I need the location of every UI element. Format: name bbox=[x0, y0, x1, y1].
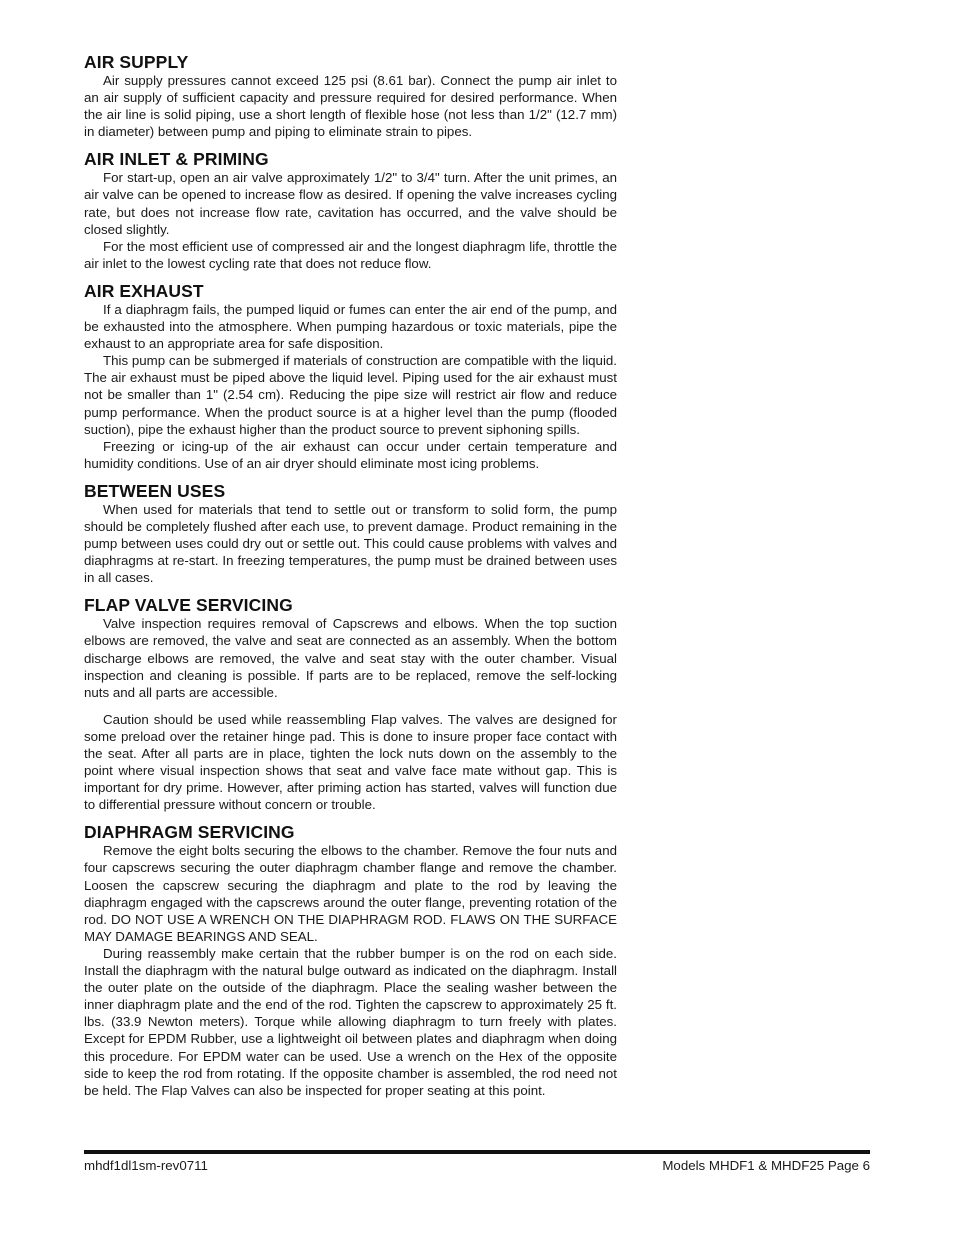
paragraph: This pump can be submerged if materials of construction are compatible with the liquid. The air exhaust must be piped above the liquid level. Piping used for the air exhaust must not be smaller than 1" (2.54 cm). Reducing the pipe size will restrict air flow and reduce pump performance. When the product source is at a higher level than the pump (flooded suction), pipe the exhaust higher than the product source to prevent siphoning spills. bbox=[84, 353, 617, 437]
paragraph: Remove the eight bolts securing the elbows to the chamber. Remove the four nuts and four capscrews securing the outer diaphragm chamber flange and remove the chamber. Loosen the capscrew securing the diaphragm and plate to the rod by leaving the diaphragm engaged with the capscrews around the outer flange, preventing rotation of the rod. DO NOT USE A WRENCH ON THE DIAPHRAGM ROD. FLAWS ON THE SURFACE MAY DAMAGE BEARINGS AND SEAL. bbox=[84, 843, 617, 944]
section-between-uses bbox=[84, 481, 617, 586]
section-heading: BETWEEN USES bbox=[84, 480, 226, 501]
paragraph: For start-up, open an air valve approximately 1/2" to 3/4" turn. After the unit primes, an air valve can be opened to increase flow as desired. If opening the valve increases cycling rate, but does not increase flow rate, cavitation has occurred, and the valve should be closed slightly. bbox=[84, 170, 617, 237]
paragraph: If a diaphragm fails, the pumped liquid or fumes can enter the air end of the pump, and be exhausted into the atmosphere. When pumping hazardous or toxic materials, pipe the exhaust to an appropriate area for safe disposition. bbox=[84, 301, 617, 352]
footer-rule bbox=[84, 1150, 870, 1154]
document-id: mhdf1dl1sm-rev0711 bbox=[84, 1158, 208, 1173]
section-heading: FLAP VALVE SERVICING bbox=[84, 595, 293, 616]
section-flap-valve-servicing bbox=[84, 595, 617, 813]
paragraph: For the most efficient use of compressed air and the longest diaphragm life, throttle the air inlet to the lowest cycling rate that does not reduce flow. bbox=[84, 238, 617, 271]
section-heading: AIR INLET & PRIMING bbox=[84, 149, 269, 170]
section-air-supply bbox=[84, 52, 617, 140]
section-heading: AIR EXHAUST bbox=[84, 280, 204, 301]
section-heading: AIR SUPPLY bbox=[84, 52, 189, 72]
section-air-inlet-priming bbox=[84, 149, 617, 272]
paragraph: Air supply pressures cannot exceed 125 psi (8.61 bar). Connect the pump air inlet to an air supply of sufficient capacity and pressure required for desired performance. When the air line is solid piping, use a short length of flexible hose (not less than 1/2" (12.7 mm) in diameter) between pump and piping to eliminate strain to pipes. bbox=[84, 73, 617, 140]
paragraph: Valve inspection requires removal of Capscrews and elbows. When the top suction elbows are removed, the valve and seat are connected as an assembly. When the bottom discharge elbows are removed, the valve and seat stay with the outer chamber. Visual inspection and cleaning is possible. If parts are to be replaced, remove the self-locking nuts and all parts are accessible. bbox=[84, 616, 617, 700]
paragraph: Caution should be used while reassembling Flap valves. The valves are designed for some preload over the retainer hinge pad. This is done to insure proper face contact with the seat. After all parts are in place, tighten the lock nuts down on the assembly to the point where visual inspection shows that seat and valve face mate without gap. This is important for dry prime. However, after priming action has started, valves will function due to differential pressure without concern or trouble. bbox=[84, 711, 617, 813]
paragraph: When used for materials that tend to settle out or transform to solid form, the pump should be completely flushed after each use, to prevent damage. Product remaining in the pump between uses could dry out or settle out. This could cause problems with valves and diaphragms at re-start. In freezing temperatures, the pump must be drained between uses in all cases. bbox=[84, 501, 617, 586]
section-heading: DIAPHRAGM SERVICING bbox=[84, 822, 295, 843]
paragraph: During reassembly make certain that the rubber bumper is on the rod on each side. Install the diaphragm with the natural bulge outward as indicated on the diaphragm. Install the outer plate on the outside of the diaphragm. Place the sealing washer between the inner diaphragm plate and the end of the rod. Tighten the capscrew to approximately 25 ft. lbs. (33.9 Newton meters). Torque while allowing diaphragm to turn freely with plates. Except for EPDM Rubber, use a lightweight oil between plates and diaphragm when doing this procedure. For EPDM water can be used. Use a wrench on the Hex of the opposite side to keep the rod from rotating. If the opposite chamber is assembled, the rod need not be held. The Flap Valves can also be inspected for proper seating at this point. bbox=[84, 945, 617, 1098]
paragraph: Freezing or icing-up of the air exhaust can occur under certain temperature and humidity conditions. Use of an air dryer should eliminate most icing problems. bbox=[84, 438, 617, 471]
document-body bbox=[84, 52, 617, 1108]
page-label: Models MHDF1 & MHDF25 Page 6 bbox=[662, 1158, 870, 1173]
section-air-exhaust bbox=[84, 281, 617, 472]
section-diaphragm-servicing bbox=[84, 822, 617, 1098]
